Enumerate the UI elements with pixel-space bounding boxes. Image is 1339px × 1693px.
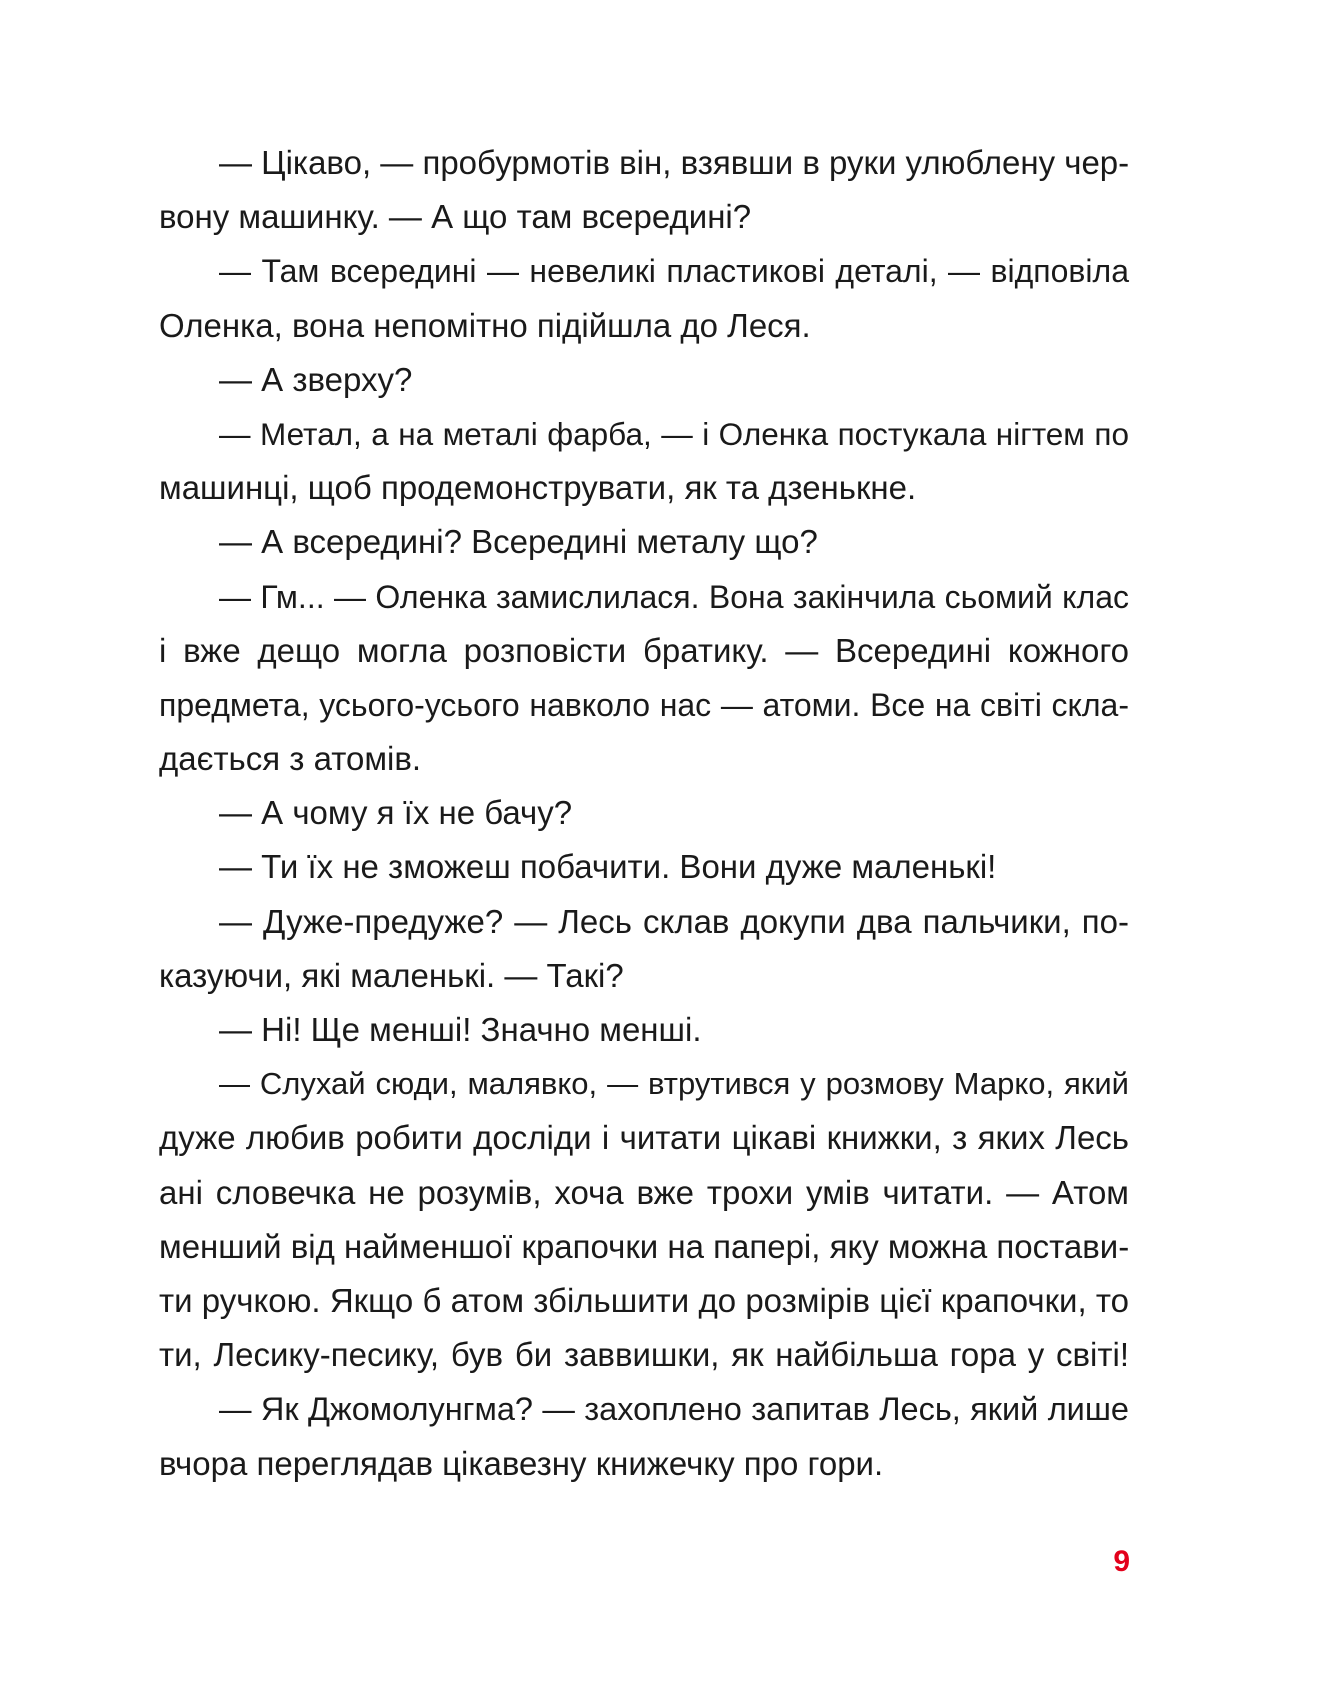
text-line: — Ні! Ще менші! Значно менші.: [219, 1011, 702, 1048]
text-line: дуже любив робити досліди і читати цікаві книжки, з яких Лесь: [159, 1119, 1129, 1157]
page-number: 9: [1113, 1545, 1130, 1578]
text-line: ти, Лесику-песику, був би заввишки, як найбільша гора у світі!: [159, 1336, 1129, 1374]
text-line: — А всередині? Всередині металу що?: [219, 523, 818, 561]
text-line: і вже дещо могла розповісти братику. — Всередині кожного: [159, 631, 1129, 669]
text-line: — Метал, а на металі фарба, — і Оленка постукала нігтем по: [219, 415, 1129, 452]
text-line: — Як Джомолунгма? — захоплено запитав Лесь, який лише: [219, 1391, 1129, 1428]
text-line: дається з атомів.: [159, 740, 422, 778]
text-line: — Цікаво, — пробурмотів він, взявши в руки улюблену чер-: [219, 144, 1130, 181]
text-line: Оленка, вона непомітно підійшла до Леся.: [159, 306, 811, 344]
text-line: вчора переглядав цікавезну книжечку про гори.: [159, 1444, 884, 1482]
text-line: машинці, щоб продемонструвати, як та дзенькне.: [159, 469, 917, 507]
text-line: — А зверху?: [219, 360, 413, 398]
text-line: предмета, усього-усього навколо нас — атоми. Все на світі скла-: [159, 686, 1129, 723]
text-line: менший від найменшої крапочки на папері, яку можна постави-: [159, 1227, 1130, 1265]
text-line: — Дуже-предуже? — Лесь склав докупи два пальчики, по-: [219, 902, 1129, 940]
story-text: [159, 136, 1129, 1491]
text-line: — Там всередині — невеликі пластикові деталі, — відповіла: [219, 253, 1129, 290]
text-line: казуючи, які маленькі. — Такі?: [159, 956, 624, 994]
text-line: — Ти їх не зможеш побачити. Вони дуже маленькі!: [219, 848, 997, 886]
text-line: — Гм... — Оленка замислилася. Вона закінчила сьомий клас: [219, 578, 1129, 615]
text-line: вону машинку. — А що там всередині?: [159, 198, 752, 236]
text-line: ти ручкою. Якщо б атом збільшити до розмірів цієї крапочки, то: [159, 1281, 1129, 1319]
text-line: — А чому я їх не бачу?: [219, 794, 573, 832]
text-line: ані словечка не розумів, хоча вже трохи умів читати. — Атом: [159, 1173, 1129, 1211]
text-line: — Слухай сюди, малявко, — втрутився у розмову Марко, який: [219, 1066, 1129, 1102]
